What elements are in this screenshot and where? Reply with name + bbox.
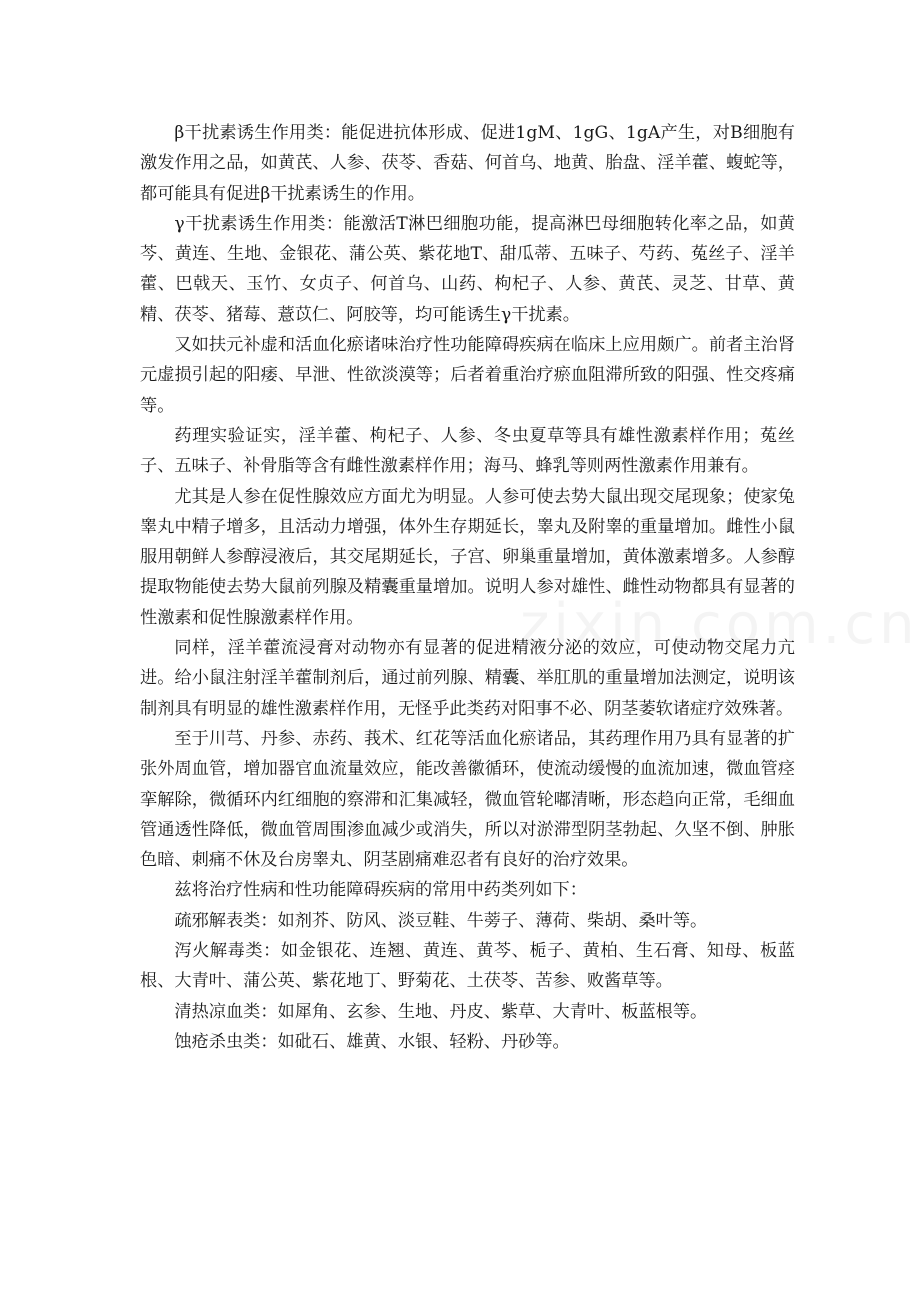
paragraph-ginseng: 尤其是人参在促性腺效应方面尤为明显。人参可使去势大鼠出现交尾现象；使家兔睾丸中精子增多，且活动力增强，体外生存期延长，睾丸及附睾的重量增加。雌性小鼠服用朝鲜人参醇浸液后，其交尾期延长，子宫、卵巢重量增加，黄体激素增多。人参醇提取物能使去势大鼠前列腺及精囊重量增加。说明人参对雄性、雌性动物都具有显著的性激素和促性腺激素样作用。 — [140, 486, 795, 628]
paragraph-gamma-interferon: γ干扰素诱生作用类：能激活T淋巴细胞功能，提高淋巴母细胞转化率之品，如黄芩、黄连、生地、金银花、蒲公英、紫花地T、甜瓜蒂、五味子、芍药、菟丝子、淫羊藿、巴戟天、玉竹、女贞子、何首乌、山药、枸杞子、人参、黄芪、灵芝、甘草、黄精、茯苓、猪莓、薏苡仁、阿胶等，均可能诱生γ干扰素。 — [140, 213, 795, 325]
paragraph-list-exterior: 疏邪解表类：如剂芥、防风、淡豆鞋、牛蒡子、薄荷、柴胡、桑叶等。 — [174, 910, 708, 931]
paragraph-list-cooling: 清热凉血类：如犀角、玄参、生地、丹皮、紫草、大青叶、板蓝根等。 — [174, 1001, 708, 1022]
paragraph-list-detox: 泻火解毒类：如金银花、连翘、黄连、黄芩、栀子、黄柏、生石膏、知母、板蓝根、大青叶、蒲公英、紫花地丁、野菊花、土茯苓、苦参、败酱草等。 — [140, 941, 795, 992]
paragraph-pharmacology: 药理实验证实，淫羊藿、枸杞子、人参、冬虫夏草等具有雄性激素样作用；菟丝子、五味子、补骨脂等含有雌性激素样作用；海马、蜂乳等则两性激素作用兼有。 — [140, 425, 795, 477]
paragraph-epimedium: 同样，淫羊藿流浸膏对动物亦有显著的促进精液分泌的效应，可使动物交尾力亢进。给小鼠注射淫羊藿制剂后，通过前列腺、精囊、举肛肌的重量增加法测定，说明该制剂具有明显的雄性激素样作用，无怪乎此类药对阳事不必、阴茎萎软诸症疗效殊著。 — [140, 638, 795, 719]
document-body — [140, 118, 795, 1057]
paragraph-list-intro: 兹将治疗性病和性功能障碍疾病的常用中药类列如下： — [174, 880, 587, 901]
paragraph-list-parasite: 蚀疮杀虫类：如砒石、雄黄、水银、轻粉、丹砂等。 — [174, 1031, 570, 1052]
paragraph-blood-activating: 至于川芎、丹参、赤药、莪术、红花等活血化瘀诸品，其药理作用乃具有显著的扩张外周血管，增加器官血流量效应，能改善徽循环，使流动缓慢的血流加速，微血管痉挛解除，微循环内红细胞的察滞和汇集减轻，微血管轮嘟清晰，形态趋向正常，毛细血管通透性降低，微血管周围渗血减少或消失，所以对淤滞型阴茎勃起、久坚不倒、肿胀色暗、刺痛不休及台房睾丸、阴茎剧痛难忍者有良好的治疗效果。 — [140, 728, 795, 871]
paragraph-tonic-and-blood: 又如扶元补虚和活血化瘀诸味治疗性功能障碍疾病在临床上应用颇广。前者主治肾元虚损引起的阳痿、早泄、性欲淡漠等；后者着重治疗瘀血阻滞所致的阳强、性交疼痛等。 — [140, 335, 795, 416]
paragraph-beta-interferon: β干扰素诱生作用类：能促进抗体形成、促进1gM、1gG、1gA产生，对B细胞有激发作用之品，如黄芪、人参、茯苓、香菇、何首乌、地黄、胎盘、淫羊藿、蝮蛇等，都可能具有促进β干扰素诱生的作用。 — [140, 123, 795, 204]
